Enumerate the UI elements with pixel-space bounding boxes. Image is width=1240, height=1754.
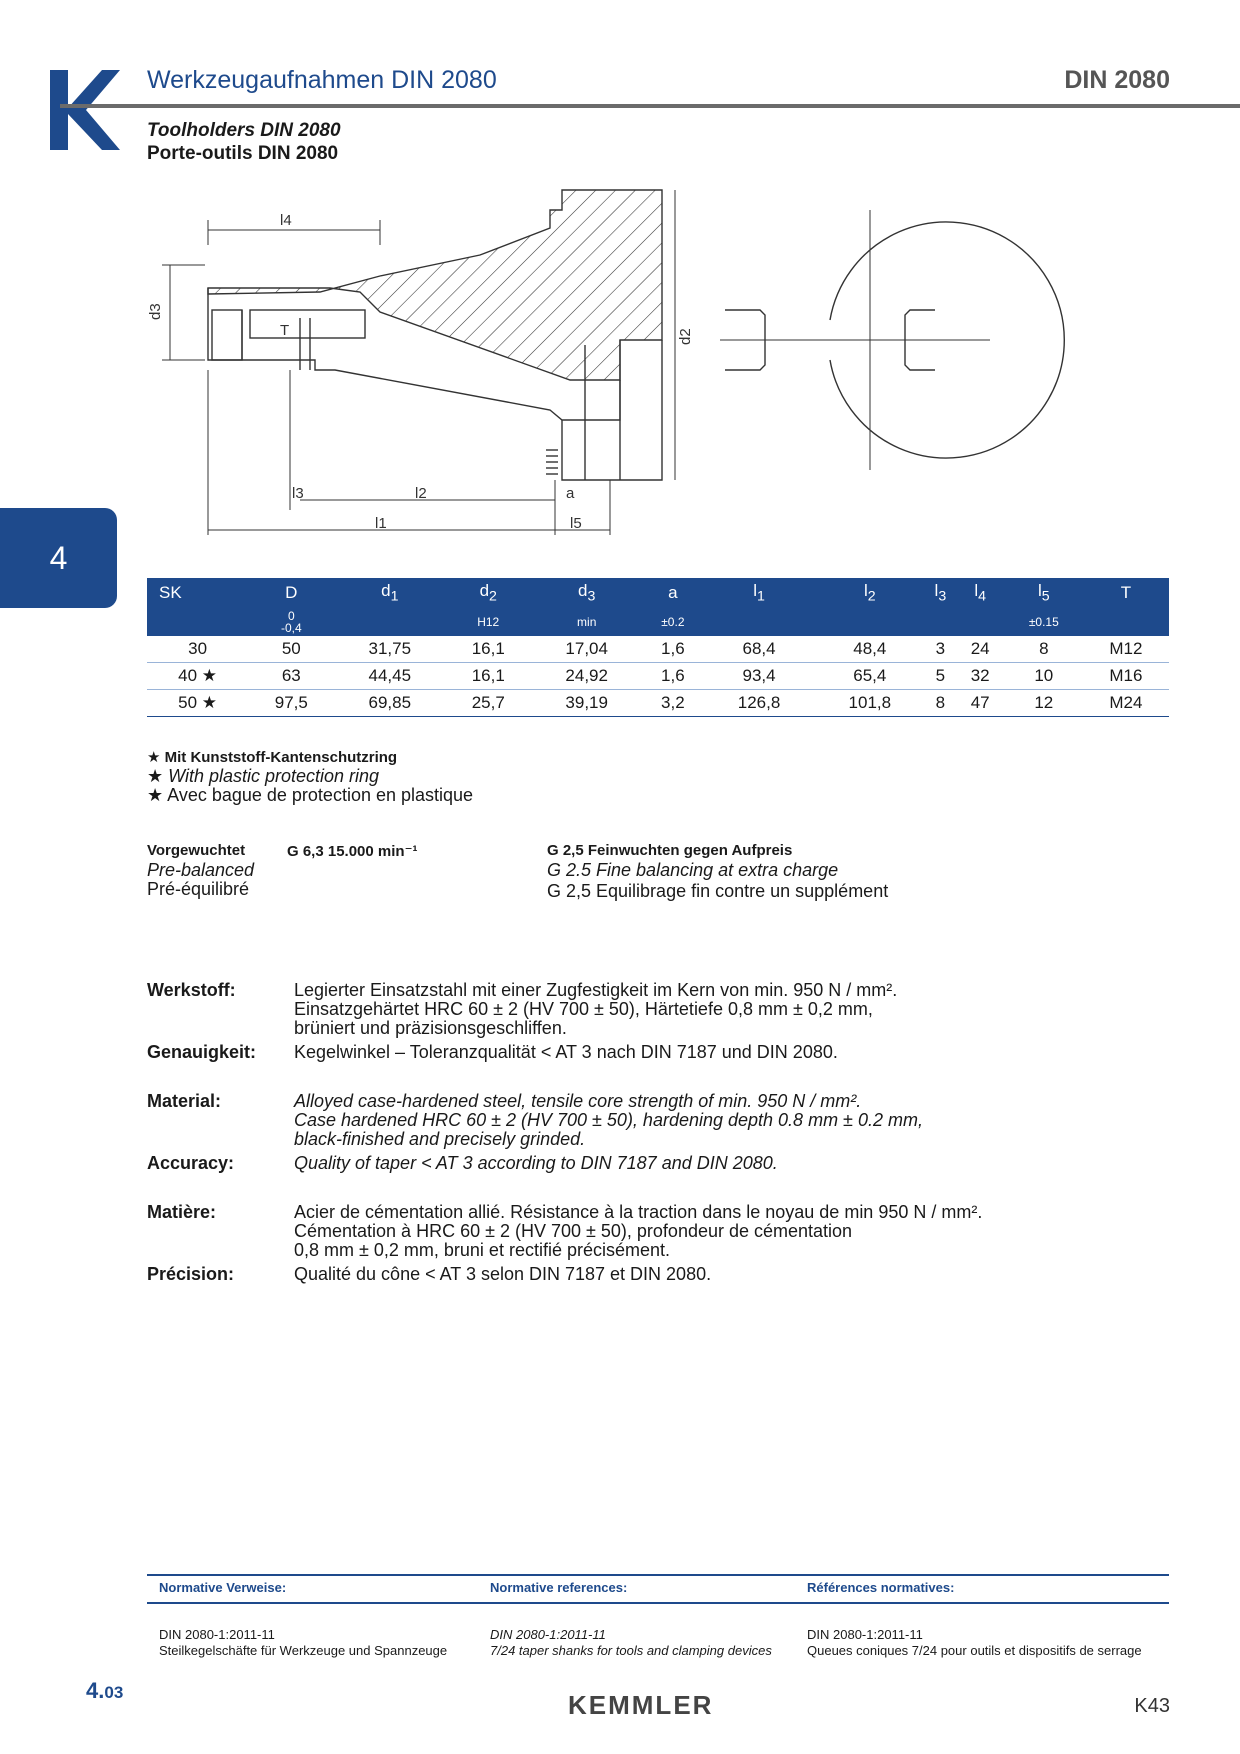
table-row (147, 636, 1169, 663)
table-header-l4: $l_4$ (956, 578, 1005, 608)
chapter-tab-label: 4 (49, 539, 68, 576)
table-subheader (925, 608, 955, 636)
table-cell: 1,6 (661, 639, 685, 658)
table-cell: 5 (935, 666, 946, 685)
table-cell: 12 (1034, 693, 1054, 712)
table-cell: 47 (970, 693, 990, 712)
fine-balance-fr: G 2,5 Equilibrage fin contre un supplément (547, 881, 889, 901)
table-cell: 69,85 (368, 693, 412, 712)
table-cell: 48,4 (853, 639, 887, 658)
table-cell: 1,6 (661, 666, 685, 685)
table-subheader: 0 -0,4 (248, 608, 334, 636)
table-header-l5: $l_5$ (1005, 578, 1083, 608)
table-cell: 24,92 (565, 666, 608, 685)
table-cell: 10 (1034, 666, 1054, 685)
table-header-l3: $l_3$ (925, 578, 955, 608)
material-label: Material: (147, 1091, 222, 1111)
table-cell: M16 (1109, 666, 1143, 685)
table-header-l2: $l_2$ (814, 578, 925, 608)
genauigkeit-label: Genauigkeit: (147, 1042, 257, 1062)
normative-de: DIN 2080-1:2011-11 Steilkegelschäfte für Werkzeuge und Spannzeuge (159, 1627, 448, 1658)
fine-balance-de: G 2,5 Feinwuchten gegen Aufpreis (547, 842, 793, 859)
werkstoff-label: Werkstoff: (147, 980, 236, 1000)
dim-d3-label: d3 (147, 303, 164, 320)
dim-l2-label: l2 (415, 485, 427, 502)
table-cell: 16,1 (471, 666, 505, 685)
table-header-sk: SK (147, 578, 248, 608)
dim-l4-label: l4 (280, 212, 292, 229)
table-cell: 101,8 (848, 693, 892, 712)
table-cell: 39,19 (565, 693, 608, 712)
table-cell: 50 ★ (178, 693, 218, 712)
table-cell: 8 (1039, 639, 1049, 658)
genauigkeit-text: Kegelwinkel – Toleranzqualität < AT 3 nach DIN 7187 und DIN 2080. (294, 1042, 838, 1062)
normative-fr: DIN 2080-1:2011-11 Queues coniques 7/24 pour outils et dispositifs de serrage (807, 1627, 1142, 1658)
dim-l5-label: l5 (570, 515, 582, 532)
table-subheader: H12 (445, 608, 531, 636)
matiere-label: Matière: (147, 1202, 217, 1222)
table-header-t: T (1083, 578, 1169, 608)
table-cell: 44,45 (368, 666, 412, 685)
table-subheader (334, 608, 445, 636)
table-cell: 8 (935, 693, 946, 712)
table-subheader: min (531, 608, 642, 636)
footnote-fr: ★ Avec bague de protection en plastique (147, 785, 474, 805)
table-cell: 3 (935, 639, 946, 658)
dim-l3-label: l3 (292, 485, 304, 502)
normative-head-de: Normative Verweise: (159, 1580, 287, 1595)
table-subheader (147, 608, 248, 636)
precision-text: Qualité du cône < AT 3 selon DIN 7187 et DIN 2080. (294, 1264, 712, 1284)
page-title: Werkzeugaufnahmen DIN 2080 (147, 66, 497, 94)
table-header-d3: $d_3$ (531, 578, 642, 608)
material-text: Alloyed case-hardened steel, tensile core strength of min. 950 N / mm². Case hardened HRC 60 ± 2 (HV 700 ± 50), hardening depth 0.8 mm ± 0.2 mm, black-finished and precisely grinded. (294, 1091, 923, 1149)
table-cell: 17,04 (565, 639, 608, 658)
technical-drawing (147, 200, 1010, 550)
accuracy-text: Quality of taper < AT 3 according to DIN 7187 and DIN 2080. (294, 1153, 778, 1173)
page-number: 4.03 (86, 1678, 124, 1703)
table-subheader: ±0.15 (1005, 608, 1083, 636)
balance-fr-label: Pré-équilibré (147, 879, 250, 899)
dim-l1-label: l1 (375, 515, 387, 532)
table-cell: 63 (281, 666, 301, 685)
dim-a-label: a (566, 485, 575, 502)
precision-label: Précision: (147, 1264, 235, 1284)
werkstoff-text: Legierter Einsatzstahl mit einer Zugfestigkeit im Kern von min. 950 N / mm². Einsatzgehärtet HRC 60 ± 2 (HV 700 ± 50), Härtetiefe 0,8 mm ± 0,2 mm, brüniert und präzisionsgeschliffen. (294, 980, 898, 1038)
table-header-d2: $d_2$ (445, 578, 531, 608)
normative-en: DIN 2080-1:2011-11 7/24 taper shanks for tools and clamping devices (490, 1627, 772, 1658)
normative-mid-rule (147, 1602, 1169, 1604)
normative-head-fr: Références normatives: (807, 1580, 955, 1595)
normative-head-en: Normative references: (490, 1580, 628, 1595)
table-cell: 25,7 (471, 693, 505, 712)
normative-top-rule (147, 1574, 1169, 1576)
table-subheader (1083, 608, 1169, 636)
table-cell: 32 (970, 666, 990, 685)
subtitle-fr: Porte-outils DIN 2080 (147, 143, 339, 164)
table-cell: 65,4 (853, 666, 887, 685)
chapter-tab[interactable] (0, 508, 117, 608)
table-cell: 50 (281, 639, 301, 658)
page-code: K43 (1134, 1695, 1170, 1717)
fine-balance-en: G 2.5 Fine balancing at extra charge (547, 860, 839, 880)
table-header-d: D (248, 578, 334, 608)
balance-de-label: Vorgewuchtet (147, 842, 246, 859)
balance-en-label: Pre-balanced (147, 860, 255, 880)
table-cell: 30 (188, 639, 208, 658)
footer-brand: KEMMLER (568, 1690, 714, 1720)
table-cell: M24 (1109, 693, 1143, 712)
table-subheader (814, 608, 925, 636)
table-cell: 68,4 (742, 639, 776, 658)
header-rule (62, 104, 1240, 108)
accuracy-label: Accuracy: (147, 1153, 235, 1173)
table-subheader: ±0.2 (642, 608, 704, 636)
table-subheader (704, 608, 815, 636)
table-header-a: a (642, 578, 704, 608)
table-cell: 93,4 (742, 666, 776, 685)
table-cell: 126,8 (737, 693, 781, 712)
table-header-l1: $l_1$ (704, 578, 815, 608)
dim-d2-label: d2 (677, 328, 694, 345)
footnote-en: ★ With plastic protection ring (147, 766, 380, 786)
footnote-de: ★ Mit Kunststoff-Kantenschutzring (147, 749, 398, 766)
page-title-right: DIN 2080 (1064, 66, 1170, 94)
table-cell: 31,75 (368, 639, 412, 658)
dimension-table (147, 578, 1169, 717)
table-cell: 40 ★ (178, 666, 218, 685)
kemmler-logo (50, 70, 120, 150)
table-row (147, 663, 1169, 690)
subtitle-en: Toolholders DIN 2080 (147, 120, 341, 141)
table-cell: 24 (970, 639, 990, 658)
dim-T-label: T (280, 322, 290, 339)
table-cell: 16,1 (471, 639, 505, 658)
table-header-d1: $d_1$ (334, 578, 445, 608)
matiere-text: Acier de cémentation allié. Résistance à la traction dans le noyau de min 950 N / mm². Cémentation à HRC 60 ± 2 (HV 700 ± 50), profondeur de cémentation 0,8 mm ± 0,2 mm, bruni et rectifié précisément. (294, 1202, 983, 1260)
table-cell: M12 (1109, 639, 1143, 658)
table-row (147, 690, 1169, 717)
table-cell: 97,5 (274, 693, 308, 712)
table-subheader (956, 608, 1005, 636)
balance-de-value: G 6,3 15.000 min⁻¹ (287, 843, 418, 860)
table-cell: 3,2 (661, 693, 685, 712)
